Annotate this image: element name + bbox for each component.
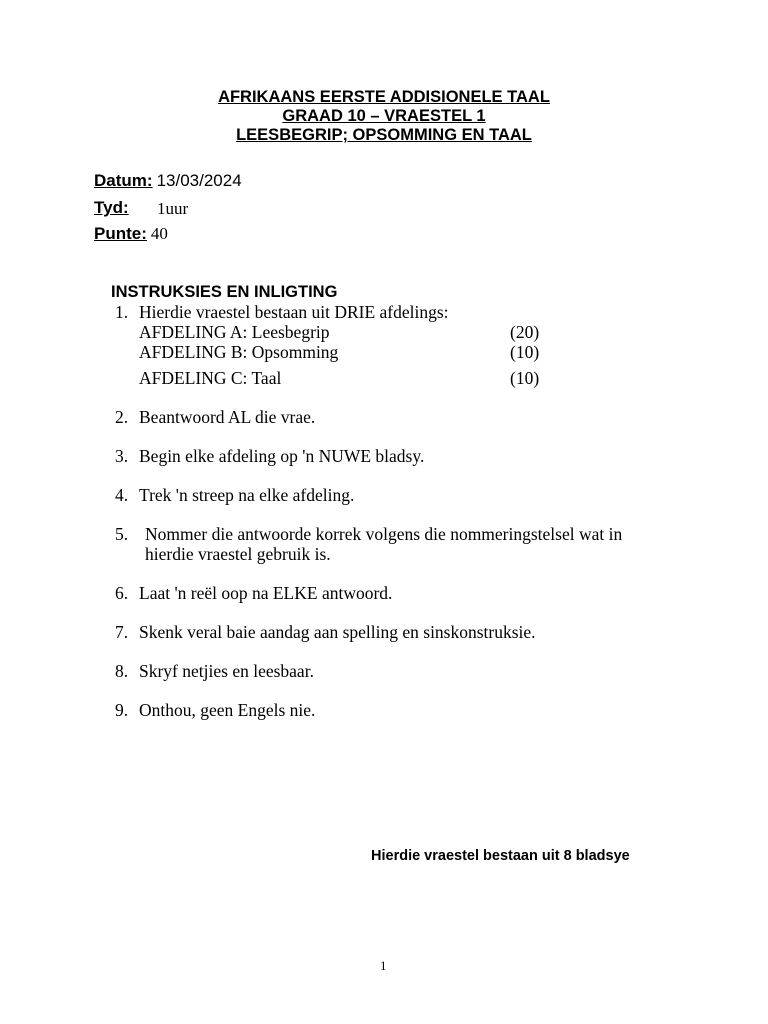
item-number: 6. (115, 583, 129, 603)
item-text: Beantwoord AL die vrae. (139, 407, 316, 427)
item-text-continued: hierdie vraestel gebruik is. (145, 544, 331, 564)
item-text: Skenk veral baie aandag aan spelling en sinskonstruksie. (139, 622, 536, 642)
time-value: 1uur (157, 199, 189, 218)
title-topics: LEESBEGRIP; OPSOMMING EN TAAL (236, 126, 532, 144)
item-number: 9. (115, 700, 129, 720)
page-count-note: Hierdie vraestel bestaan uit 8 bladsye (371, 848, 630, 864)
title-grade-paper: GRAAD 10 – VRAESTEL 1 (282, 107, 486, 125)
item-number: 7. (115, 622, 129, 642)
item-text: Trek 'n streep na elke afdeling. (139, 485, 355, 505)
time-label: Tyd: (94, 198, 129, 217)
item-text: Nommer die antwoorde korrek volgens die nommeringstelsel wat in (145, 524, 623, 544)
item-text: Hierdie vraestel bestaan uit DRIE afdelings: (139, 302, 449, 322)
section-a-label: AFDELING A: Leesbegrip (139, 322, 330, 342)
section-b-marks: (10) (510, 342, 540, 362)
item-number: 5. (115, 524, 129, 544)
page-number: 1 (380, 958, 387, 973)
marks-value: 40 (150, 224, 168, 243)
section-c-label: AFDELING C: Taal (139, 368, 282, 388)
time-row (94, 198, 129, 218)
section-b-label: AFDELING B: Opsomming (139, 342, 339, 362)
item-number: 3. (115, 446, 129, 466)
date-value: 13/03/2024 (156, 171, 242, 190)
date-label: Datum: (94, 171, 153, 190)
item-number: 1. (115, 302, 129, 322)
section-c-marks: (10) (510, 368, 540, 388)
item-number: 4. (115, 485, 129, 505)
item-text: Begin elke afdeling op 'n NUWE bladsy. (139, 446, 425, 466)
section-a-marks: (20) (510, 322, 540, 342)
item-number: 2. (115, 407, 129, 427)
item-text: Skryf netjies en leesbaar. (139, 661, 314, 681)
item-text: Laat 'n reël oop na ELKE antwoord. (139, 583, 393, 603)
instructions-heading: INSTRUKSIES EN INLIGTING (111, 283, 338, 301)
item-text: Onthou, geen Engels nie. (139, 700, 316, 720)
marks-row (94, 224, 168, 244)
date-row (94, 171, 242, 191)
title-subject: AFRIKAANS EERSTE ADDISIONELE TAAL (218, 88, 550, 106)
marks-label: Punte: (94, 224, 147, 243)
item-number: 8. (115, 661, 129, 681)
